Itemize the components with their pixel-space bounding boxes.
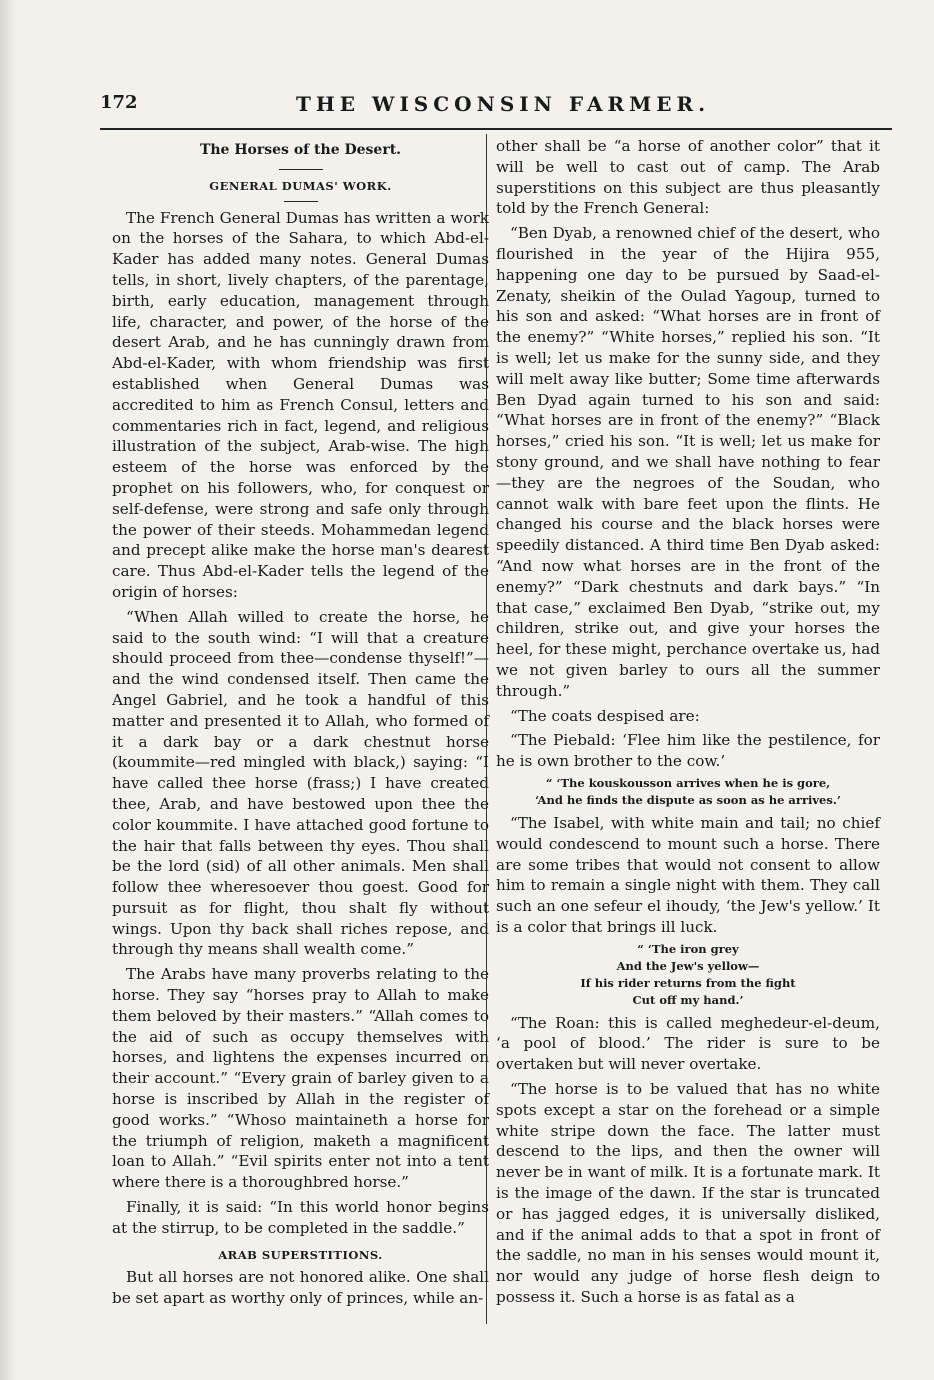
paragraph: other shall be “a horse of another color” that it will be well to cast out of camp. The Arab superstitions on this subject are thus pleasantly told by the French General: xyxy=(496,137,880,218)
page-header xyxy=(100,92,900,120)
article-subtitle: GENERAL DUMAS' WORK. xyxy=(209,178,392,193)
paragraph: But all horses are not honored alike. One shall be set apart as worthy only of princes, while an- xyxy=(112,1268,489,1308)
section-title: ARAB SUPERSTITIONS. xyxy=(218,1247,383,1262)
paragraph: “The horse is to be valued that has no white spots except a star on the forehead or a simple white stripe down the face. The latter must descend to the lips, and then the owner will never be in want of milk. It is a fortunate mark. It is the image of the dawn. If the star is truncated or has jagged edges, it is universally disliked, and if the animal adds to that a spot in front of the saddle, no man in his senses would mount it, nor would any judge of horse flesh deign to possess it. Such a horse is as fatal as a xyxy=(496,1080,880,1307)
verse-block xyxy=(496,775,880,809)
left-column xyxy=(112,136,489,1309)
verse-line: If his rider returns from the fight xyxy=(580,975,796,990)
paragraph: The Arabs have many proverbs relating to the horse. They say “horses pray to Allah to make them beloved by their masters.” “Allah comes to the aid of such as occupy themselves with horses, and lightens the expenses incurred on their account.” “Every grain of barley given to a horse is inscribed by Allah in the register of good works.” “Whoso maintaineth a horse for the triumph of religion, maketh a magnificent loan to Allah.” “Evil spirits enter not into a tent where there is a thoroughbred horse.” xyxy=(112,965,489,1192)
page-edge-shadow xyxy=(0,0,16,1380)
subtitle-rule xyxy=(284,201,318,202)
paragraph: “The coats despised are: xyxy=(510,706,700,725)
paragraph: “The Isabel, with white main and tail; no chief would condescend to mount such a horse. There are some tribes that would not consent to allow him to remain a single night with them. They call such an one sefeur el ihoudy, ‘the Jew's yellow.’ It is a color that brings ill luck. xyxy=(496,813,880,936)
paragraph: Finally, it is said: “In this world honor begins at the stirrup, to be completed in the saddle.” xyxy=(112,1198,489,1237)
article-title: The Horses of the Desert. xyxy=(199,142,402,158)
verse-block xyxy=(496,941,880,1009)
verse-line: “ ‘The kouskousson arrives when he is gore, xyxy=(545,775,831,790)
header-rule xyxy=(100,128,892,130)
paragraph: “Ben Dyab, a renowned chief of the desert, who flourished in the year of the Hijira 955, happening one day to be pursued by Saad-el-Zenaty, sheikin of the Oulad Yagoup, turned to his son and asked: “What horses are in front of the enemy?” “White horses,” replied his son. “It is well; let us make for the sunny side, and they will melt away like butter; Some time afterwards Ben Dyad again turned to his son and said: “What horses are in front of the enemy?” “Black horses,” cried his son. “It is well; let us make for stony ground, and we shall have nothing to fear—they are the negroes of the Soudan, who cannot walk with bare feet upon the flints. He changed his course and the black horses were speedily distanced. A third time Ben Dyab asked: “And now what horses are in the front of the enemy?” “Dark chestnuts and dark bays.” “In that case,” exclaimed Ben Dyab, “strike out, my children, strike out, and give your horses the heel, for these might, perchance overtake us, had we not given barley to ours all the summer through.” xyxy=(496,224,880,700)
paragraph: “The Roan: this is called meghedeur-el-deum, ‘a pool of blood.’ The rider is sure to be overtaken but will never overtake. xyxy=(496,1013,880,1074)
page-number: 172 xyxy=(100,92,138,113)
verse-line: ‘And he finds the dispute as soon as he arrives.’ xyxy=(535,792,841,807)
paragraph: “The Piebald: ‘Flee him like the pestilence, for he is own brother to the cow.’ xyxy=(496,731,880,771)
right-column xyxy=(496,136,880,1308)
title-rule xyxy=(279,169,323,170)
verse-line: Cut off my hand.’ xyxy=(632,992,744,1007)
journal-title: THE WISCONSIN FARMER. xyxy=(296,92,711,116)
paragraph: “When Allah willed to create the horse, he said to the south wind: “I will that a creature should proceed from thee—condense thyself!”—and the wind condensed itself. Then came the Angel Gabriel, and he took a handful of this matter and presented it to Allah, who formed of it a dark bay or a dark chestnut horse (koummite—red mingled with black,) saying: “I have called thee horse (frass;) I have created thee, Arab, and have bestowed upon thee the color koummite. I have attached good fortune to the hair that falls between thy eyes. Thou shall be the lord (sid) of all other animals. Men shall follow thee wheresoever thou goest. Good for pursuit as for flight, thou shalt fly without wings. Upon thy back shall riches repose, and through thy means shall wealth come.” xyxy=(112,607,489,959)
paragraph: The French General Dumas has written a work on the horses of the Sahara, to which Abd-el-Kader has added many notes. General Dumas tells, in short, lively chapters, of the parentage, birth, early education, management through life, character, and power, of the horse of the desert Arab, and he has cunningly drawn from Abd-el-Kader, with whom friendship was first established when General Dumas was accredited to him as French Consul, letters and commentaries rich in fact, legend, and religious illustration of the subject, Arab-wise. The high esteem of the horse was enforced by the prophet on his followers, who, for conquest or self-defense, were strong and safe only through the power of their steeds. Mohammedan legend and precept alike make the horse man's dearest care. Thus Abd-el-Kader tells the legend of the origin of horses: xyxy=(112,208,489,601)
verse-line: And the Jew's yellow— xyxy=(616,958,760,973)
verse-line: “ ‘The iron grey xyxy=(637,941,739,956)
